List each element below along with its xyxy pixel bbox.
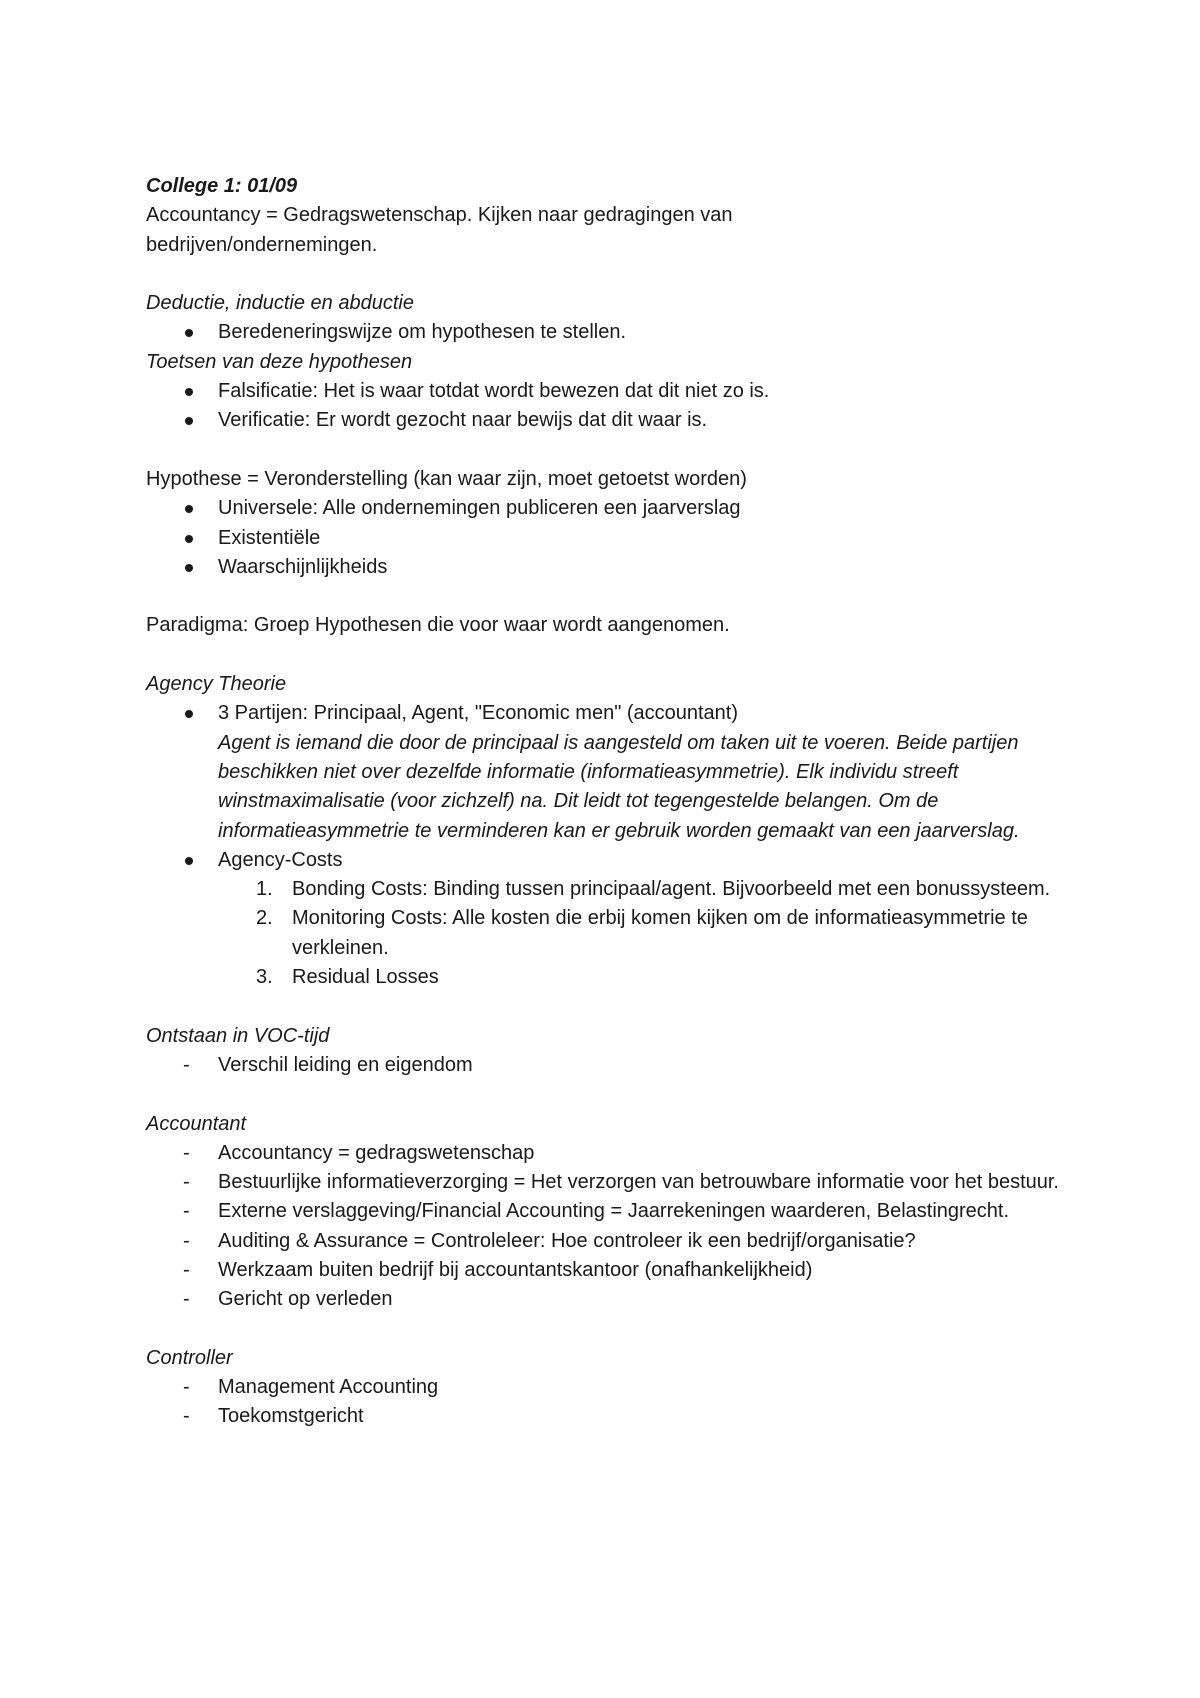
list-item: - Toekomstgericht [146, 1402, 1066, 1431]
list-item: - Gericht op verleden [146, 1285, 1066, 1314]
bullet-icon [185, 329, 193, 337]
toetsen-heading: Toetsen van deze hypothesen [146, 350, 413, 373]
document-page [146, 172, 1066, 1432]
list-item: - Externe verslaggeving/Financial Accounting = Jaarrekeningen waarderen, Belastingrecht. [146, 1197, 1066, 1226]
toetsen-list [146, 377, 1066, 436]
dash-marker: - [183, 1258, 190, 1281]
dash-marker: - [183, 1229, 190, 1252]
list-item: - Verschil leiding en eigendom [146, 1051, 1066, 1080]
list-item: Universele: Alle ondernemingen publiceren een jaarverslag [146, 494, 1066, 523]
dash-marker: - [183, 1376, 190, 1399]
deductie-heading: Deductie, inductie en abductie [146, 292, 414, 315]
controller-list [146, 1373, 1066, 1432]
hypothese-heading: Hypothese = Veronderstelling (kan waar zijn, moet getoetst worden) [146, 467, 747, 490]
list-item: - Accountancy = gedragswetenschap [146, 1139, 1066, 1168]
accountant-heading: Accountant [146, 1112, 247, 1135]
list-item: 2. Monitoring Costs: Alle kosten die erbij komen kijken om de informatieasymmetrie te verkleinen. [256, 907, 1028, 959]
bullet-icon [185, 388, 193, 396]
spacer [146, 641, 1066, 670]
college-heading: College 1: 01/09 [146, 175, 298, 197]
bullet-icon [185, 710, 193, 718]
list-item: - Werkzaam buiten bedrijf bij accountantskantoor (onafhankelijkheid) [146, 1256, 1066, 1285]
voc-heading: Ontstaan in VOC-tijd [146, 1024, 330, 1047]
bullet-icon [185, 505, 193, 513]
list-item: 3. Residual Losses [256, 966, 439, 989]
list-item: 3 Partijen: Principaal, Agent, "Economic men" (accountant) Agent is iemand die door de principaal is aangesteld om taken uit te voeren. Beide partijen beschikken niet over dezelfde informatie (informatieasymmetrie). Elk individu streeft winstmaximalisatie (voor zichzelf) na. Dit leidt tot tegengestelde belangen. Om de informatieasymmetrie te verminderen kan er gebruik worden gemaakt van een jaarverslag. [146, 699, 1066, 845]
list-item: 1. Bonding Costs: Binding tussen principaal/agent. Bijvoorbeeld met een bonussysteem. [256, 878, 1051, 901]
dash-marker: - [183, 1141, 190, 1164]
spacer [146, 260, 1066, 289]
dash-marker: - [183, 1053, 190, 1076]
spacer [146, 1080, 1066, 1109]
paradigma-text: Paradigma: Groep Hypothesen die voor waar wordt aangenomen. [146, 614, 730, 637]
bullet-icon [185, 564, 193, 572]
agency-heading: Agency Theorie [146, 673, 287, 696]
accountant-list [146, 1139, 1066, 1315]
list-item: Falsificatie: Het is waar totdat wordt bewezen dat dit niet zo is. [146, 377, 1066, 406]
list-item: - Management Accounting [146, 1373, 1066, 1402]
list-item: Agency-Costs [146, 846, 1066, 875]
list-item: Verificatie: Er wordt gezocht naar bewijs dat dit waar is. [146, 406, 1066, 435]
list-item: - Auditing & Assurance = Controleleer: Hoe controleer ik een bedrijf/organisatie? [146, 1227, 1066, 1256]
list-item: Waarschijnlijkheids [146, 553, 1066, 582]
dash-marker: - [183, 1200, 190, 1223]
dash-marker: - [183, 1171, 190, 1194]
hypothese-list [146, 494, 1066, 582]
spacer [146, 582, 1066, 611]
dash-marker: - [183, 1405, 190, 1428]
controller-heading: Controller [146, 1346, 233, 1369]
spacer [146, 992, 1066, 1021]
agency-list [146, 699, 1066, 875]
spacer [146, 436, 1066, 465]
intro-text: Accountancy = Gedragswetenschap. Kijken naar gedragingen van bedrijven/ondernemingen. [146, 204, 733, 256]
dash-marker: - [183, 1288, 190, 1311]
agency-note: Agent is iemand die door de principaal is aangesteld om taken uit te voeren. Beide partijen beschikken niet over dezelfde informatie (informatieasymmetrie). Elk individu streeft winstmaximalisatie (voor zichzelf) na. Dit leidt tot tegengestelde belangen. Om de informatieasymmetrie te verminderen kan er gebruik worden gemaakt van een jaarverslag. [218, 731, 1020, 842]
deductie-list [146, 318, 1066, 347]
agency-costs-list [146, 875, 1066, 992]
voc-list [146, 1051, 1066, 1080]
bullet-icon [185, 417, 193, 425]
list-item: Existentiële [146, 524, 1066, 553]
spacer [146, 1315, 1066, 1344]
bullet-icon [185, 857, 193, 865]
bullet-icon [185, 535, 193, 543]
list-item: Beredeneringswijze om hypothesen te stellen. [146, 318, 1066, 347]
list-item: - Bestuurlijke informatieverzorging = Het verzorgen van betrouwbare informatie voor het bestuur. [146, 1168, 1066, 1197]
